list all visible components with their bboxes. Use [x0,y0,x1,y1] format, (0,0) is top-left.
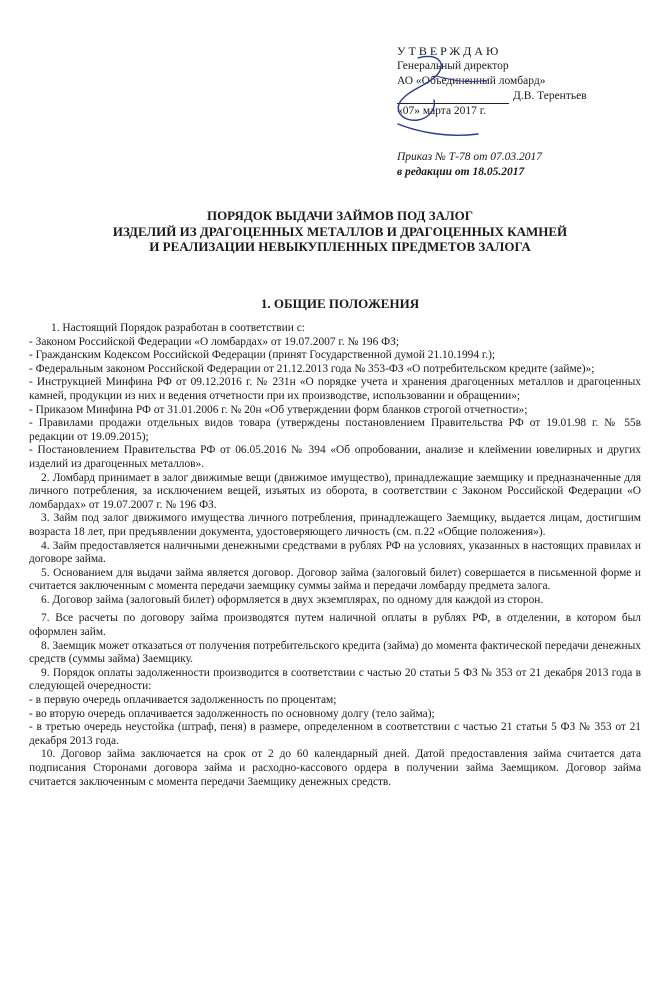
approval-title: УТВЕРЖДАЮ [397,44,502,58]
title-line-1: ПОРЯДОК ВЫДАЧИ ЗАЙМОВ ПОД ЗАЛОГ [206,208,474,223]
order-number: Приказ № Т-78 от 07.03.2017 [397,151,543,163]
paragraph: - Гражданским Кодексом Российской Федерации (принят Государственной думой 21.10.1994 г.); [29,349,496,362]
paragraph: 5. Основанием для выдачи займа является договор. Договор займа (залоговый билет) совершается в письменной форме и считается заключенным с момента передачи заемщику суммы займа и передачи ломбарду предмета залога. [29,566,641,593]
paragraph: - Правилами продажи отдельных видов товара (утверждены постановлением Правительства РФ от 19.01.98 г. № 55в редакции от 19.09.2015); [29,417,641,443]
paragraph: 3. Займ под залог движимого имущества личного потребления, принадлежащего Заемщику, выдается лицам, достигшим возраста 18 лет, при предъявлении документа, удостоверяющего личность (см. п.22 «Общие положения»). [29,512,641,538]
paragraph: - во вторую очередь оплачивается задолженность по основному долгу (тело займа); [29,707,435,720]
section-heading: 1. ОБЩИЕ ПОЛОЖЕНИЯ [260,296,420,311]
paragraph: - Постановлением Правительства РФ от 06.05.2016 № 394 «Об опробовании, анализе и клеймении ювелирных и других изделий из драгоценных металлов». [29,444,641,470]
paragraph: 9. Порядок оплаты задолженности производится в соответствии с частью 20 статьи 5 ФЗ № 353 от 21 декабря 2013 года в следующей очередности: [29,666,641,693]
paragraph: 1. Настоящий Порядок разработан в соответствии с: [51,322,305,334]
paragraph: 6. Договор займа (залоговый билет) оформляется в двух экземплярах, по одному для каждой из сторон. [41,593,544,606]
handwritten-signature [378,50,498,145]
title-line-3: И РЕАЛИЗАЦИИ НЕВЫКУПЛЕННЫХ ПРЕДМЕТОВ ЗАЛОГА [149,239,531,254]
order-reference [397,150,657,180]
paragraph: - в третью очередь неустойка (штраф, пеня) в размере, определенном в соответствии с частью 21 статьи 5 ФЗ № 353 от 21 декабря 2013 года. [29,721,641,747]
paragraph: 8. Заемщик может отказаться от получения потребительского кредита (займа) до момента фактической передачи денежных средств (суммы займа) Заемщику. [29,639,641,666]
order-revision: в редакции от 18.05.2017 [397,166,525,178]
approval-company: АО «Объединенный ломбард» [397,75,546,87]
paragraph: - Инструкцией Минфина РФ от 09.12.2016 г. № 231н «О порядке учета и хранения драгоценных металлов и драгоценных камней, продукции из них и ведения отчетности при их производстве, использовании и обращении»; [29,376,641,402]
approval-signer: Д.В. Терентьев [513,90,587,102]
title-line-2: ИЗДЕЛИЙ ИЗ ДРАГОЦЕННЫХ МЕТАЛЛОВ И ДРАГОЦЕННЫХ КАМНЕЙ [112,223,568,239]
paragraph: 10. Договор займа заключается на срок от 2 до 60 календарный дней. Датой предоставления займа считается дата подписания Сторонами договора займа и расходно-кассового ордера в получении займа Заемщиком. Договор займа считается заключенным с момента передачи Заемщику денежных средств. [29,748,641,788]
paragraph: - Законом Российской Федерации «О ломбардах» от 19.07.2007 г. № 196 ФЗ; [29,335,400,348]
paragraph: - в первую очередь оплачивается задолженность по процентам; [29,694,337,707]
document-body [29,322,641,789]
paragraph: 4. Займ предоставляется наличными денежными средствами в рублях РФ на условиях, указанных в настоящих правилах и договоре займа. [29,539,641,566]
paragraph: 2. Ломбард принимает в залог движимые вещи (движимое имущество), принадлежащие заемщику и предназначенные для личного потребления, за исключением вещей, изъятых из оборота, в соответствии с Законом Российской Федерации «О ломбардах» от 19.07.2007 г. № 196 ФЗ. [29,471,641,511]
document-title [40,208,640,255]
paragraph: 7. Все расчеты по договору займа производятся путем наличной оплаты в рублях РФ, в отделении, в котором был оформлен займ. [29,612,641,639]
paragraph: - Приказом Минфина РФ от 31.01.2006 г. № 20н «Об утверждении форм бланков строгой отчетности»; [29,403,528,416]
approval-date: «07» марта 2017 г. [397,105,487,117]
paragraph: - Федеральным законом Российской Федерации от 21.12.2013 года № 353-ФЗ «О потребительском кредите (займе)»; [29,362,595,375]
approval-position: Генеральный директор [397,60,509,72]
